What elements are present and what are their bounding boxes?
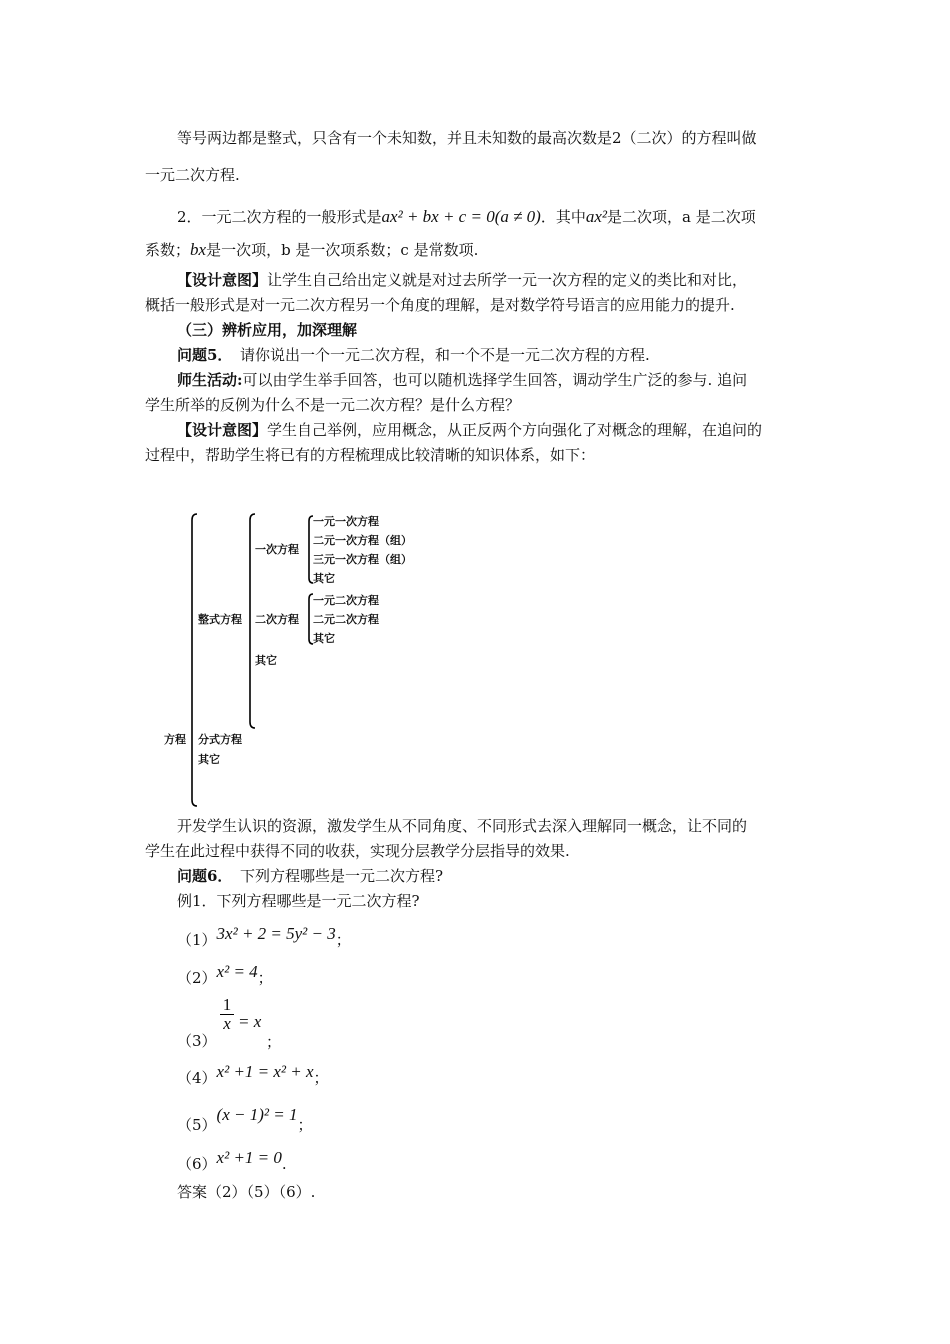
general-form-line-1 <box>177 207 756 227</box>
intent2-tag: 【设计意图】 <box>177 421 268 439</box>
tree-yici-item: 其它 <box>313 572 335 585</box>
tree-erci: 二次方程 <box>255 613 299 626</box>
tree-yici: 一次方程 <box>255 543 299 556</box>
root-bracket <box>192 514 197 806</box>
general-form-prefix: 2．一元二次方程的一般形式是 <box>177 208 382 226</box>
intent2-text-1: 学生自己举例，应用概念，从正反两个方向强化了对概念的理解，在追问的 <box>267 421 763 439</box>
fraction-denominator: x <box>223 1014 231 1033</box>
equation-item <box>177 1148 287 1174</box>
item-end: ； <box>266 1033 282 1051</box>
item-label: （2） <box>177 969 217 987</box>
intent1-tag: 【设计意图】 <box>177 271 268 289</box>
item-equation: = x <box>238 1012 262 1031</box>
tree-yici-item: 二元一次方程（组） <box>313 534 412 547</box>
q5-text: 请你说出一个一元二次方程，和一个不是一元二次方程的方程. <box>224 346 650 364</box>
answer: 答案（2）（5）（6）. <box>177 1183 316 1201</box>
activity-text-1: 可以由学生举手回答，也可以随机选择学生回答，调动学生广泛的参与. 追问 <box>242 371 748 389</box>
fraction-rhs <box>238 1012 261 1032</box>
tree-erci-item: 其它 <box>313 632 335 645</box>
activity-line-2: 学生所举的反例为什么不是一元二次方程？是什么方程？ <box>145 396 521 414</box>
after-tree-line-1: 开发学生认识的资源，激发学生从不同角度、不同形式去深入理解同一概念，让不同的 <box>177 817 748 835</box>
fraction-numerator: 1 <box>222 995 232 1014</box>
definition-line-1: 等号两边都是整式，只含有一个未知数，并且未知数的最高次数是2（二次）的方程叫做 <box>177 129 757 147</box>
general-form-mid: ．其中 <box>540 208 586 226</box>
equation-item <box>177 962 273 988</box>
intent1-line-2: 概括一般形式是对一元二次方程另一个角度的理解，是对数学符号语言的应用能力的提升. <box>145 296 735 314</box>
item-end: ； <box>313 1069 329 1087</box>
intent2-line-2: 过程中，帮助学生将已有的方程梳理成比较清晰的知识体系，如下： <box>145 446 596 464</box>
equation-item <box>177 924 351 950</box>
fraction <box>220 996 234 1033</box>
after-tree-line-2: 学生在此过程中获得不同的收获，实现分层教学分层指导的效果. <box>145 842 570 860</box>
activity-line-1 <box>177 370 747 390</box>
quadratic-term: ax² <box>585 207 608 226</box>
general-form-formula: ax² + bx + c = 0(a ≠ 0) <box>381 207 541 226</box>
activity-tag: 师生活动: <box>177 371 243 389</box>
tree-erci-item: 一元二次方程 <box>313 594 379 607</box>
item-equation: 3x² + 2 = 5y² − 3 <box>216 924 336 943</box>
equation-item <box>177 1031 217 1051</box>
general-form-line2-rest: 是一次项，b 是一次项系数；c 是常数项. <box>206 241 479 259</box>
q5-tag: 问题5． <box>177 346 225 364</box>
equation-item <box>177 1105 313 1135</box>
tree-yici-item: 三元一次方程（组） <box>313 553 412 566</box>
section-heading: （三）辨析应用，加深理解 <box>177 321 358 339</box>
item-label: （5） <box>177 1116 217 1134</box>
general-form-rest: 是二次项，a 是二次项 <box>607 208 756 226</box>
item-equation: x² = 4 <box>216 962 258 981</box>
tree-root: 方程 <box>164 733 186 746</box>
definition-line-2: 一元二次方程. <box>145 166 240 184</box>
tree-qita-root: 其它 <box>198 753 220 766</box>
tree-zhengshi: 整式方程 <box>198 613 242 626</box>
question-6 <box>177 866 443 886</box>
q6-text: 下列方程哪些是一元二次方程? <box>224 867 443 885</box>
tree-qita-mid: 其它 <box>255 654 277 667</box>
equation-item <box>177 1062 329 1088</box>
intent1-line-1 <box>177 270 747 290</box>
intent2-line-1 <box>177 420 762 440</box>
example-title: 例1．下列方程哪些是一元二次方程? <box>177 892 420 910</box>
linear-term: bx <box>190 240 207 259</box>
item-end: ； <box>335 931 351 949</box>
item-label: （1） <box>177 931 217 949</box>
intent1-text-1: 让学生自己给出定义就是对过去所学一元一次方程的定义的类比和对比， <box>267 271 748 289</box>
item-equation: x² +1 = x² + x <box>216 1062 314 1081</box>
item-label: （4） <box>177 1069 217 1087</box>
general-form-line-2 <box>145 240 478 260</box>
tree-erci-item: 二元二次方程 <box>313 613 379 626</box>
item-equation: x² +1 = 0 <box>216 1148 282 1167</box>
item-end: ； <box>297 1116 313 1134</box>
item-label: （6） <box>177 1155 217 1173</box>
tree-yici-item: 一元一次方程 <box>313 515 379 528</box>
tree-fenshi: 分式方程 <box>198 733 242 746</box>
q6-tag: 问题6． <box>177 867 225 885</box>
question-5 <box>177 345 650 365</box>
item-equation: (x − 1)² = 1 <box>216 1105 298 1124</box>
item-end: . <box>281 1155 287 1173</box>
item-label: （3） <box>177 1032 217 1050</box>
item-end: ； <box>257 969 273 987</box>
general-form-line2-prefix: 系数； <box>145 241 191 259</box>
